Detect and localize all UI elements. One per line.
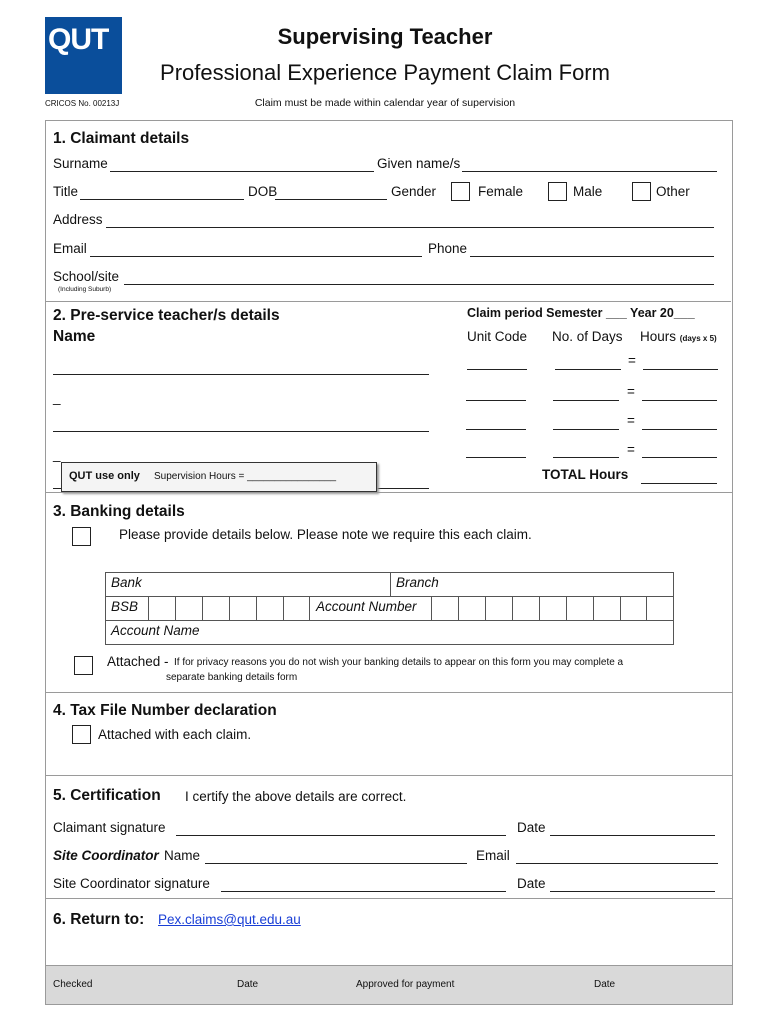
logo-text: QUT — [48, 23, 109, 56]
attached-label: Attached - — [107, 654, 169, 669]
claimant-signature-field[interactable] — [176, 835, 506, 836]
form-subtitle: Professional Experience Payment Claim Form — [160, 60, 610, 85]
section5-heading: 5. Certification — [53, 787, 161, 804]
bsb-digit-cell[interactable] — [256, 596, 283, 620]
tfn-text: Attached with each claim. — [98, 727, 252, 742]
account-digit-cell[interactable] — [646, 596, 673, 620]
supervision-hours: Supervision Hours = ________________ — [154, 471, 337, 482]
account-digit-cell[interactable] — [566, 596, 593, 620]
given-name-label: Given name/s — [377, 156, 461, 171]
coordinator-signature-label: Site Coordinator signature — [53, 876, 210, 891]
hours-2[interactable] — [642, 400, 717, 401]
return-email-link[interactable]: Pex.claims@qut.edu.au — [158, 912, 301, 927]
cricos-number: CRICOS No. 00213J — [45, 99, 120, 108]
approved-label: Approved for payment — [356, 979, 455, 990]
footer-date-2: Date — [594, 979, 616, 990]
qut-use-only-box — [61, 462, 377, 492]
bsb-cell-end — [309, 596, 310, 620]
coordinator-name-label: Name — [164, 848, 201, 863]
section4-heading: 4. Tax File Number declaration — [53, 702, 277, 719]
account-digit-cell[interactable] — [512, 596, 539, 620]
gender-label: Gender — [391, 184, 437, 199]
days-header: No. of Days — [552, 329, 623, 344]
coordinator-email-label: Email — [476, 848, 510, 863]
other-label: Other — [656, 184, 690, 199]
days-2[interactable] — [553, 400, 619, 401]
school-note: (Including Suburb) — [58, 286, 112, 293]
eq-3: = — [627, 413, 635, 428]
eq-4: = — [627, 442, 635, 457]
eq-1: = — [628, 353, 636, 368]
account-number-label: Account Number — [316, 599, 417, 614]
other-checkbox[interactable] — [632, 182, 651, 201]
days-3[interactable] — [553, 429, 619, 430]
unit-code-1[interactable] — [467, 369, 527, 370]
female-checkbox[interactable] — [451, 182, 470, 201]
name-line-3[interactable] — [53, 431, 429, 432]
certify-text: I certify the above details are correct. — [185, 789, 407, 804]
bsb-label: BSB — [111, 599, 139, 614]
tfn-attached-checkbox[interactable] — [72, 725, 91, 744]
address-field[interactable] — [106, 227, 714, 228]
total-hours-field[interactable] — [641, 483, 717, 484]
footer-date-1: Date — [237, 979, 259, 990]
section2-heading: 2. Pre-service teacher/s details — [53, 307, 280, 324]
coordinator-date-field[interactable] — [550, 891, 715, 892]
bsb-digit-cell[interactable] — [148, 596, 175, 620]
claimant-date-field[interactable] — [550, 835, 715, 836]
checked-label: Checked — [53, 979, 93, 990]
attached-banking-checkbox[interactable] — [74, 656, 93, 675]
bank-branch-divider — [390, 572, 391, 596]
surname-label: Surname — [53, 156, 108, 171]
account-name-label: Account Name — [111, 623, 200, 638]
bank-label: Bank — [111, 575, 142, 590]
hours-3[interactable] — [642, 429, 717, 430]
coordinator-signature-field[interactable] — [221, 891, 506, 892]
dob-label: DOB — [248, 184, 278, 199]
attached-note-line2: separate banking details form — [166, 672, 298, 683]
phone-field[interactable] — [470, 256, 714, 257]
school-field[interactable] — [124, 284, 714, 285]
hours-header — [640, 329, 717, 344]
account-digit-cell[interactable] — [431, 596, 458, 620]
unit-code-2[interactable] — [466, 400, 526, 401]
hours-4[interactable] — [642, 457, 717, 458]
bsb-digit-cell[interactable] — [283, 596, 310, 620]
surname-field[interactable] — [110, 171, 374, 172]
female-label: Female — [478, 184, 524, 199]
hours-label: Hours — [640, 329, 677, 344]
total-hours-label: TOTAL Hours — [542, 467, 629, 482]
account-digit-cell[interactable] — [620, 596, 647, 620]
bsb-digit-cell[interactable] — [175, 596, 202, 620]
name-line-1[interactable] — [53, 374, 429, 375]
site-coordinator-label: Site Coordinator — [53, 848, 159, 863]
dob-field[interactable] — [275, 199, 387, 200]
section-return — [45, 898, 733, 966]
qut-use-only-label: QUT use only — [69, 470, 140, 482]
account-digit-cell[interactable] — [485, 596, 512, 620]
claim-period: Claim period Semester ___ Year 20___ — [467, 306, 695, 320]
claimant-date-label: Date — [517, 820, 546, 835]
title-label: Title — [53, 184, 79, 199]
male-label: Male — [573, 184, 603, 199]
name-heading: Name — [53, 328, 96, 345]
bsb-digit-cell[interactable] — [202, 596, 229, 620]
school-label: School/site — [53, 269, 120, 284]
section1-heading: 1. Claimant details — [53, 130, 190, 147]
days-4[interactable] — [553, 457, 619, 458]
account-digit-cell[interactable] — [458, 596, 485, 620]
hours-note: (days x 5) — [679, 334, 717, 343]
section3-heading: 3. Banking details — [53, 503, 185, 520]
branch-label: Branch — [396, 575, 439, 590]
email-field[interactable] — [90, 256, 422, 257]
name-dash-2: _ — [53, 390, 61, 405]
title-field[interactable] — [80, 199, 244, 200]
account-digit-cell[interactable] — [539, 596, 566, 620]
unit-code-3[interactable] — [466, 429, 526, 430]
form-title: Supervising Teacher — [277, 24, 493, 49]
account-digit-cell[interactable] — [593, 596, 620, 620]
claim-note: Claim must be made within calendar year of supervision — [254, 97, 516, 109]
name-dash-4: _ — [53, 447, 61, 462]
coordinator-email-field[interactable] — [516, 863, 718, 864]
banking-instructions: Please provide details below. Please note we require this each claim. — [119, 527, 532, 542]
address-label: Address — [53, 212, 103, 227]
coordinator-date-label: Date — [517, 876, 546, 891]
section6-heading: 6. Return to: — [53, 911, 145, 928]
bsb-digit-cell[interactable] — [229, 596, 256, 620]
attached-note-line1: If for privacy reasons you do not wish your banking details to appear on this form you may complete a — [174, 657, 624, 668]
banking-provided-checkbox[interactable] — [72, 527, 91, 546]
male-checkbox[interactable] — [548, 182, 567, 201]
phone-label: Phone — [428, 241, 468, 256]
unit-code-4[interactable] — [466, 457, 526, 458]
days-1[interactable] — [555, 369, 621, 370]
given-name-field[interactable] — [462, 171, 717, 172]
eq-2: = — [627, 384, 635, 399]
unit-code-header: Unit Code — [467, 329, 528, 344]
claimant-signature-label: Claimant signature — [53, 820, 166, 835]
hours-1[interactable] — [643, 369, 718, 370]
email-label: Email — [53, 241, 87, 256]
bank-row-divider-2 — [105, 620, 673, 621]
coordinator-name-field[interactable] — [205, 863, 467, 864]
